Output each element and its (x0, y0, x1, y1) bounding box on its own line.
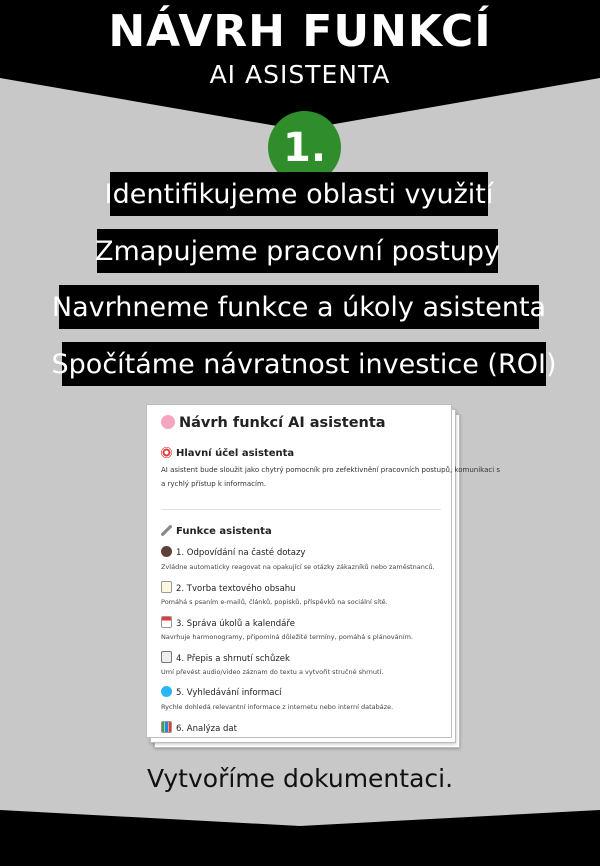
globe-icon (161, 686, 172, 697)
purpose-text-line-1: AI asistent bude sloužit jako chytrý pomocník pro zefektivnění pracovních postupů, komunikaci s (161, 466, 501, 474)
function-item-4: 4. Přepis a shrnutí schůzek (161, 651, 290, 664)
function-desc-2: Pomáhá s psaním e-mailů, článků, popisků, příspěvků na sociální sítě. (161, 598, 388, 606)
function-desc-5: Rychle dohledá relevantní informace z internetu nebo interní databáze. (161, 703, 394, 711)
step-label-2: Zmapujeme pracovní postupy (97, 229, 498, 273)
notepad-icon (161, 651, 172, 663)
calendar-icon (161, 616, 172, 628)
purpose-heading: Hlavní účel asistenta (161, 447, 294, 459)
section-divider (161, 509, 441, 510)
function-desc-4: Umí převést audio/video záznam do textu a vytvořit stručné shrnutí. (161, 668, 384, 676)
bar-chart-icon (161, 721, 172, 733)
memo-icon (161, 581, 172, 593)
function-item-1: 1. Odpovídání na časté dotazy (161, 546, 305, 558)
footer-caption: Vytvoříme dokumentaci. (146, 764, 454, 793)
step-label-4: Spočítáme návratnost investice (ROI) (62, 342, 546, 386)
function-item-3: 3. Správa úkolů a kalendáře (161, 616, 295, 629)
step-label-3: Navrhneme funkce a úkoly asistenta (59, 285, 539, 329)
functions-heading: Funkce asistenta (161, 525, 272, 537)
brain-icon (161, 415, 175, 429)
step-number-badge: 1. (268, 111, 341, 184)
function-item-5: 5. Vyhledávání informací (161, 686, 282, 698)
function-item-6: 6. Analýza dat (161, 721, 237, 734)
page-subtitle: AI ASISTENTA (209, 60, 391, 89)
support-agent-icon (161, 546, 172, 557)
page-title: NÁVRH FUNKCÍ (108, 6, 492, 57)
wrench-icon (161, 525, 172, 536)
document-preview (146, 404, 501, 738)
step-label-1: Identifikujeme oblasti využití (110, 172, 488, 216)
function-desc-3: Navrhuje harmonogramy, připomíná důležité termíny, pomáhá s plánováním. (161, 633, 413, 641)
function-desc-1: Zvládne automaticky reagovat na opakující se otázky zákazníků nebo zaměstnanců. (161, 563, 435, 571)
document-title: Návrh funkcí AI asistenta (161, 415, 386, 431)
target-icon (161, 447, 172, 458)
footer-banner (0, 800, 600, 866)
function-item-2: 2. Tvorba textového obsahu (161, 581, 296, 594)
purpose-text-line-2: a rychlý přístup k informacím. (161, 480, 267, 488)
